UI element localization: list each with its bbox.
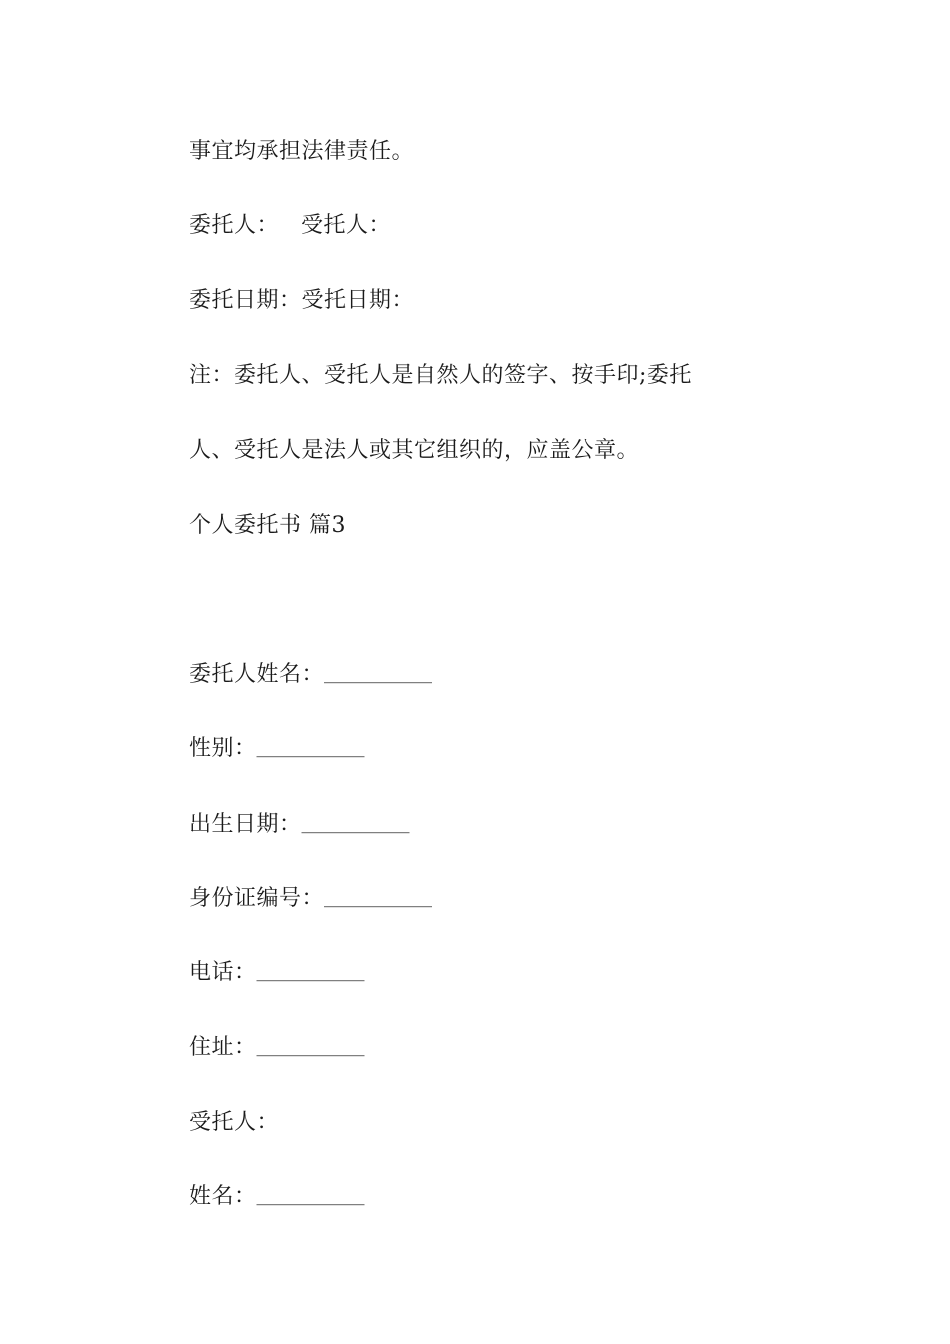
phone-label: 电话：	[189, 960, 257, 985]
liability-text: 事宜均承担法律责任。	[189, 139, 415, 164]
section-heading	[189, 511, 346, 541]
id-number-label: 身份证编号：	[189, 886, 325, 911]
form-row-birth-date	[189, 810, 410, 841]
dates-text: 委托日期：受托日期：	[189, 288, 415, 313]
text-line-note-2	[189, 436, 639, 466]
form-row-id-number	[189, 884, 432, 915]
gender-label: 性别：	[189, 736, 257, 761]
section-title: 个人委托书 篇3	[189, 513, 346, 538]
note-text-1: 注：委托人、受托人是自然人的签字、按手印;委托	[189, 363, 692, 388]
form-row-trustee	[189, 1108, 279, 1138]
trustee-name-label: 姓名：	[189, 1184, 257, 1209]
form-row-client-name	[189, 660, 432, 691]
address-blank: ____________	[256, 1036, 365, 1057]
id-number-blank: ____________	[324, 887, 433, 908]
birth-date-label: 出生日期：	[189, 812, 302, 837]
form-row-trustee-name	[189, 1182, 365, 1213]
client-label: 委托人：	[189, 213, 280, 238]
gender-blank: ____________	[256, 737, 365, 758]
trustee-name-blank: ____________	[256, 1185, 365, 1206]
client-name-blank: ____________	[324, 663, 433, 684]
trustee-section-label: 受托人：	[189, 1110, 280, 1135]
note-text-2: 人、受托人是法人或其它组织的，应盖公章。	[189, 438, 640, 463]
form-row-phone	[189, 958, 365, 989]
birth-date-blank: ____________	[301, 813, 410, 834]
form-row-gender	[189, 734, 365, 765]
text-line-note-1	[189, 361, 692, 391]
client-name-label: 委托人姓名：	[189, 662, 325, 687]
text-line-liability	[189, 137, 414, 167]
phone-blank: ____________	[256, 961, 365, 982]
text-line-parties	[189, 211, 391, 241]
address-label: 住址：	[189, 1035, 257, 1060]
trustee-label: 受托人：	[301, 213, 392, 238]
form-row-address	[189, 1033, 365, 1064]
text-line-dates	[189, 286, 414, 316]
